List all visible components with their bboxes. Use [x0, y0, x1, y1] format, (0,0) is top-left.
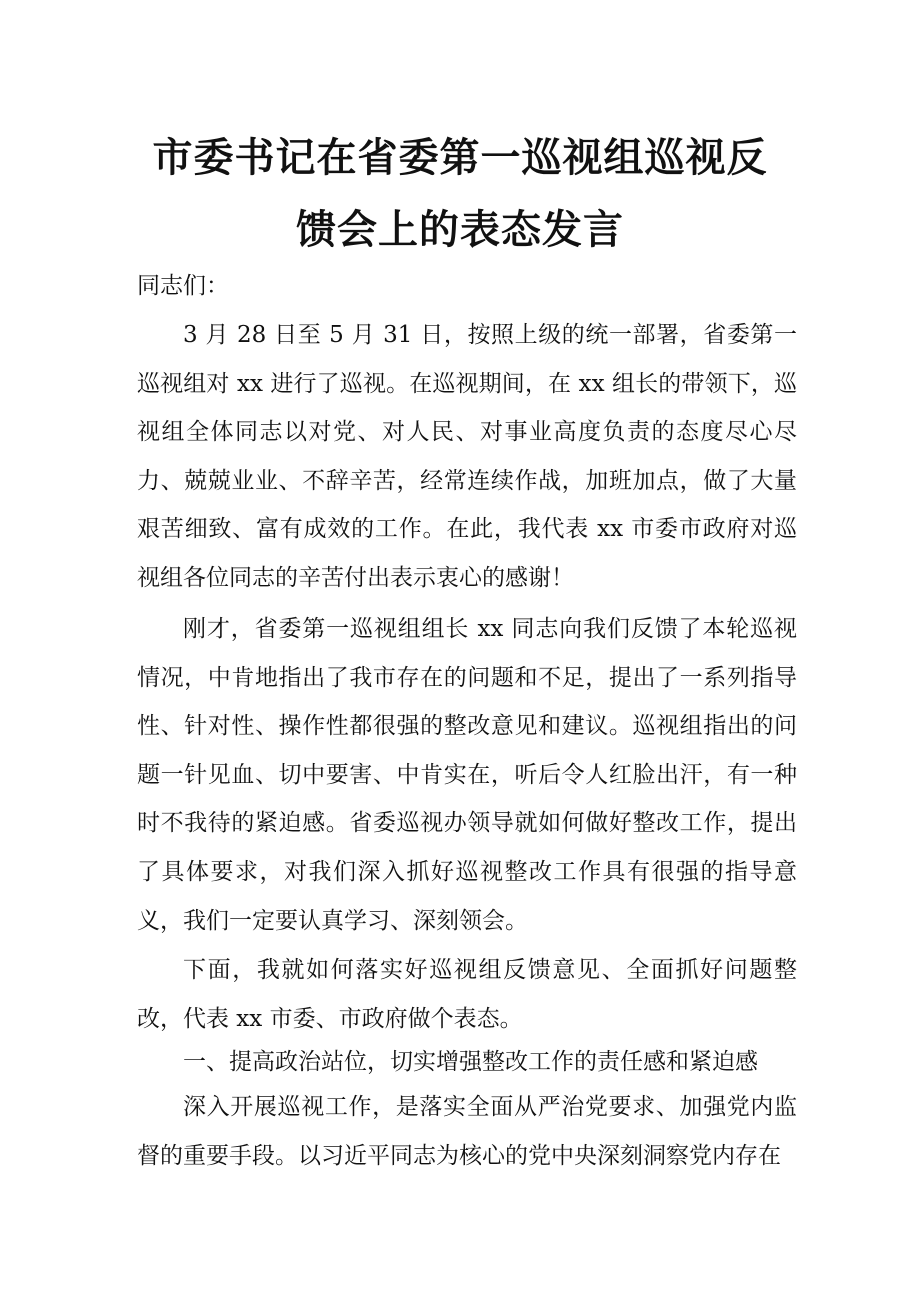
paragraph-4: 深入开展巡视工作，是落实全面从严治党要求、加强党内监督的重要手段。以习近平同志为核心的党中央深刻洞察党内存在 — [137, 1094, 797, 1169]
salutation: 同志们： — [137, 273, 229, 299]
paragraph-2: 刚才，省委第一巡视组组长 xx 同志向我们反馈了本轮巡视情况，中肯地指出了我市存在的问题和不足，提出了一系列指导性、针对性、操作性都很强的整改意见和建议。巡视组指出的问题一针见血、切中要害、中肯实在，听后令人红脸出汗，有一种时不我待的紧迫感。省委巡视办领导就如何做好整改工作，提出了具体要求，对我们深入抓好巡视整改工作具有很强的指导意义，我们一定要认真学习、深刻领会。 — [137, 616, 797, 934]
section-heading-1: 一、提高政治站位，切实增强整改工作的责任感和紧迫感 — [183, 1049, 758, 1075]
document-title-line-1: 市委书记在省委第一巡视组巡视反 — [152, 135, 768, 181]
document-title-line-2: 馈会上的表态发言 — [296, 207, 624, 253]
paragraph-3: 下面，我就如何落实好巡视组反馈意见、全面抓好问题整改，代表 xx 市委、市政府做个表态。 — [137, 957, 797, 1032]
paragraph-1: 3 月 28 日至 5 月 31 日，按照上级的统一部署，省委第一巡视组对 xx 进行了巡视。在巡视期间，在 xx 组长的带领下，巡视组全体同志以对党、对人民、对事业高度负责的态度尽心尽力、兢兢业业、不辞辛苦，经常连续作战，加班加点，做了大量艰苦细致、富有成效的工作。在此，我代表 xx 市委市政府对巡视组各位同志的辛苦付出表示衷心的感谢！ — [137, 322, 797, 591]
